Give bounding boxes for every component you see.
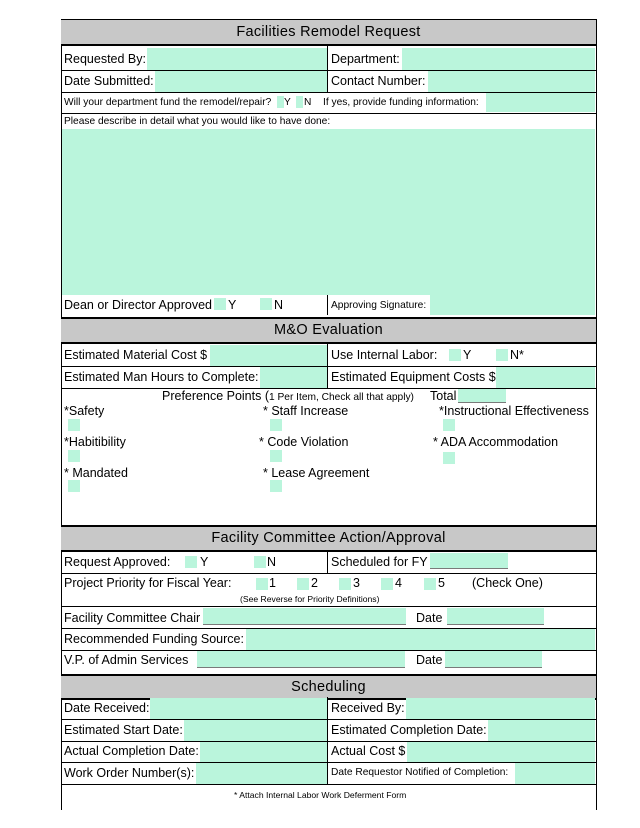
actual-completion-field[interactable]: [200, 742, 327, 762]
fund-y-checkbox[interactable]: [277, 96, 284, 108]
approved-n-checkbox[interactable]: [254, 556, 266, 568]
requestor-notified-label: Date Requestor Notified of Completion:: [331, 767, 509, 778]
divider: [327, 343, 328, 388]
lease-checkbox[interactable]: [270, 480, 282, 492]
instructional-label: *Instructional Effectiveness: [439, 404, 589, 418]
priority-4-checkbox[interactable]: [381, 578, 393, 590]
ada-checkbox[interactable]: [443, 452, 455, 464]
internal-labor-label: Use Internal Labor:: [331, 348, 438, 362]
approved-y-checkbox[interactable]: [185, 556, 197, 568]
department-field[interactable]: [402, 48, 595, 70]
fund-question-label: Will your department fund the remodel/repair?: [64, 97, 272, 108]
priority-1-checkbox[interactable]: [256, 578, 268, 590]
total-underline: [458, 402, 506, 403]
committee-header: [61, 525, 596, 552]
divider: [327, 46, 328, 92]
chair-date-field[interactable]: [447, 608, 544, 624]
request-approved-label: Request Approved:: [64, 555, 171, 569]
date-submitted-field[interactable]: [155, 71, 327, 92]
habitibility-checkbox[interactable]: [68, 450, 80, 462]
staff-increase-checkbox[interactable]: [270, 419, 282, 431]
mo-header-text: M&O Evaluation: [274, 322, 383, 338]
priority-2-label: 2: [311, 576, 318, 590]
describe-label: Please describe in detail what you would like to have done:: [64, 116, 331, 127]
date-received-field[interactable]: [150, 698, 327, 719]
actual-completion-label: Actual Completion Date:: [64, 744, 199, 758]
material-cost-label: Estimated Material Cost $: [64, 348, 208, 362]
priority-2-checkbox[interactable]: [297, 578, 309, 590]
vp-underline: [197, 667, 405, 668]
priority-1-label: 1: [269, 576, 276, 590]
man-hours-label: Estimated Man Hours to Complete:: [64, 370, 259, 384]
scheduled-fy-field[interactable]: [430, 553, 508, 568]
priority-3-label: 3: [353, 576, 360, 590]
vp-date-underline: [445, 667, 542, 668]
divider: [61, 113, 596, 114]
see-reverse-note: (See Reverse for Priority Definitions): [240, 594, 380, 604]
total-field[interactable]: [458, 389, 506, 402]
approved-y-label: Y: [200, 555, 209, 569]
work-order-label: Work Order Number(s):: [64, 766, 195, 780]
priority-4-label: 4: [395, 576, 402, 590]
internal-labor-y-label: Y: [463, 348, 472, 362]
chair-label: Facility Committee Chair: [64, 611, 201, 625]
mo-header: [61, 317, 596, 344]
requested-by-label: Requested By:: [64, 52, 146, 66]
code-violation-checkbox[interactable]: [270, 450, 282, 462]
divider: [61, 606, 596, 607]
committee-header-text: Facility Committee Action/Approval: [211, 530, 446, 546]
chair-underline: [203, 624, 406, 625]
mandated-label: * Mandated: [64, 466, 128, 480]
code-violation-label: * Code Violation: [259, 435, 349, 449]
vp-field[interactable]: [197, 651, 405, 667]
form-title: [61, 20, 596, 46]
material-cost-field[interactable]: [210, 345, 327, 366]
start-date-label: Estimated Start Date:: [64, 723, 183, 737]
internal-labor-n-checkbox[interactable]: [496, 349, 508, 361]
funding-info-field[interactable]: [486, 93, 595, 112]
vp-date-field[interactable]: [445, 651, 542, 667]
fund-n-label: N: [304, 97, 312, 108]
priority-5-checkbox[interactable]: [424, 578, 436, 590]
completion-date-label: Estimated Completion Date:: [331, 723, 487, 737]
priority-label: Project Priority for Fiscal Year:: [64, 576, 232, 590]
dean-y-label: Y: [228, 298, 237, 312]
equipment-costs-label: Estimated Equipment Costs $: [331, 370, 496, 384]
safety-checkbox[interactable]: [68, 419, 80, 431]
safety-label: *Safety: [64, 404, 105, 418]
funding-info-label: If yes, provide funding information:: [323, 97, 479, 108]
check-one-label: (Check One): [472, 576, 543, 590]
dean-n-label: N: [274, 298, 284, 312]
vp-date-label: Date: [416, 653, 443, 667]
contact-number-field[interactable]: [428, 71, 595, 92]
approved-n-label: N: [267, 555, 277, 569]
internal-labor-y-checkbox[interactable]: [449, 349, 461, 361]
footer-note: * Attach Internal Labor Work Deferment Form: [234, 790, 407, 800]
date-received-label: Date Received:: [64, 701, 150, 715]
man-hours-field[interactable]: [260, 367, 327, 388]
date-submitted-label: Date Submitted:: [64, 74, 154, 88]
staff-increase-label: * Staff Increase: [263, 404, 349, 418]
approving-signature-label: Approving Signature:: [331, 300, 427, 311]
preference-points-label: [162, 389, 414, 403]
dean-approved-label: Dean or Director Approved: [64, 298, 212, 312]
fund-n-checkbox[interactable]: [296, 96, 303, 108]
work-order-field[interactable]: [196, 763, 327, 784]
scheduled-fy-underline: [430, 568, 508, 569]
vp-label: V.P. of Admin Services: [64, 653, 189, 667]
preference-points-text: Preference Points (: [162, 389, 269, 403]
requestor-notified-field[interactable]: [515, 763, 595, 784]
approving-signature-field[interactable]: [430, 295, 595, 315]
divider: [61, 573, 596, 574]
divider: [327, 697, 328, 784]
chair-date-underline: [447, 624, 544, 625]
instructional-checkbox[interactable]: [443, 419, 455, 431]
scheduling-header-text: Scheduling: [291, 679, 366, 695]
scheduling-header: [61, 674, 596, 700]
actual-cost-field[interactable]: [407, 742, 595, 762]
chair-date-label: Date: [416, 611, 443, 625]
start-date-field[interactable]: [184, 720, 327, 741]
description-textarea[interactable]: [62, 129, 595, 295]
scheduled-fy-label: Scheduled for FY: [331, 555, 428, 569]
ada-label: * ADA Accommodation: [433, 435, 559, 449]
priority-3-checkbox[interactable]: [339, 578, 351, 590]
habitibility-label: *Habitibility: [64, 435, 126, 449]
divider: [327, 295, 328, 315]
received-by-field[interactable]: [406, 698, 595, 719]
completion-date-field[interactable]: [488, 720, 595, 741]
dean-n-checkbox[interactable]: [260, 298, 272, 310]
preference-points-note: 1 Per Item, Check all that apply): [269, 392, 414, 403]
lease-label: * Lease Agreement: [263, 466, 370, 480]
department-label: Department:: [331, 52, 400, 66]
chair-field[interactable]: [203, 608, 406, 624]
fund-y-label: Y: [284, 97, 291, 108]
divider: [61, 784, 596, 785]
requested-by-field[interactable]: [147, 48, 327, 70]
received-by-label: Received By:: [331, 701, 405, 715]
funding-source-label: Recommended Funding Source:: [64, 632, 244, 646]
divider: [327, 551, 328, 573]
form-title-text: Facilities Remodel Request: [236, 24, 421, 40]
total-label: Total: [430, 389, 457, 403]
actual-cost-label: Actual Cost $: [331, 744, 406, 758]
priority-5-label: 5: [438, 576, 445, 590]
mandated-checkbox[interactable]: [68, 480, 80, 492]
contact-number-label: Contact Number:: [331, 74, 426, 88]
funding-source-field[interactable]: [246, 629, 595, 650]
dean-y-checkbox[interactable]: [214, 298, 226, 310]
internal-labor-n-label: N*: [510, 348, 524, 362]
equipment-costs-field[interactable]: [496, 367, 595, 388]
